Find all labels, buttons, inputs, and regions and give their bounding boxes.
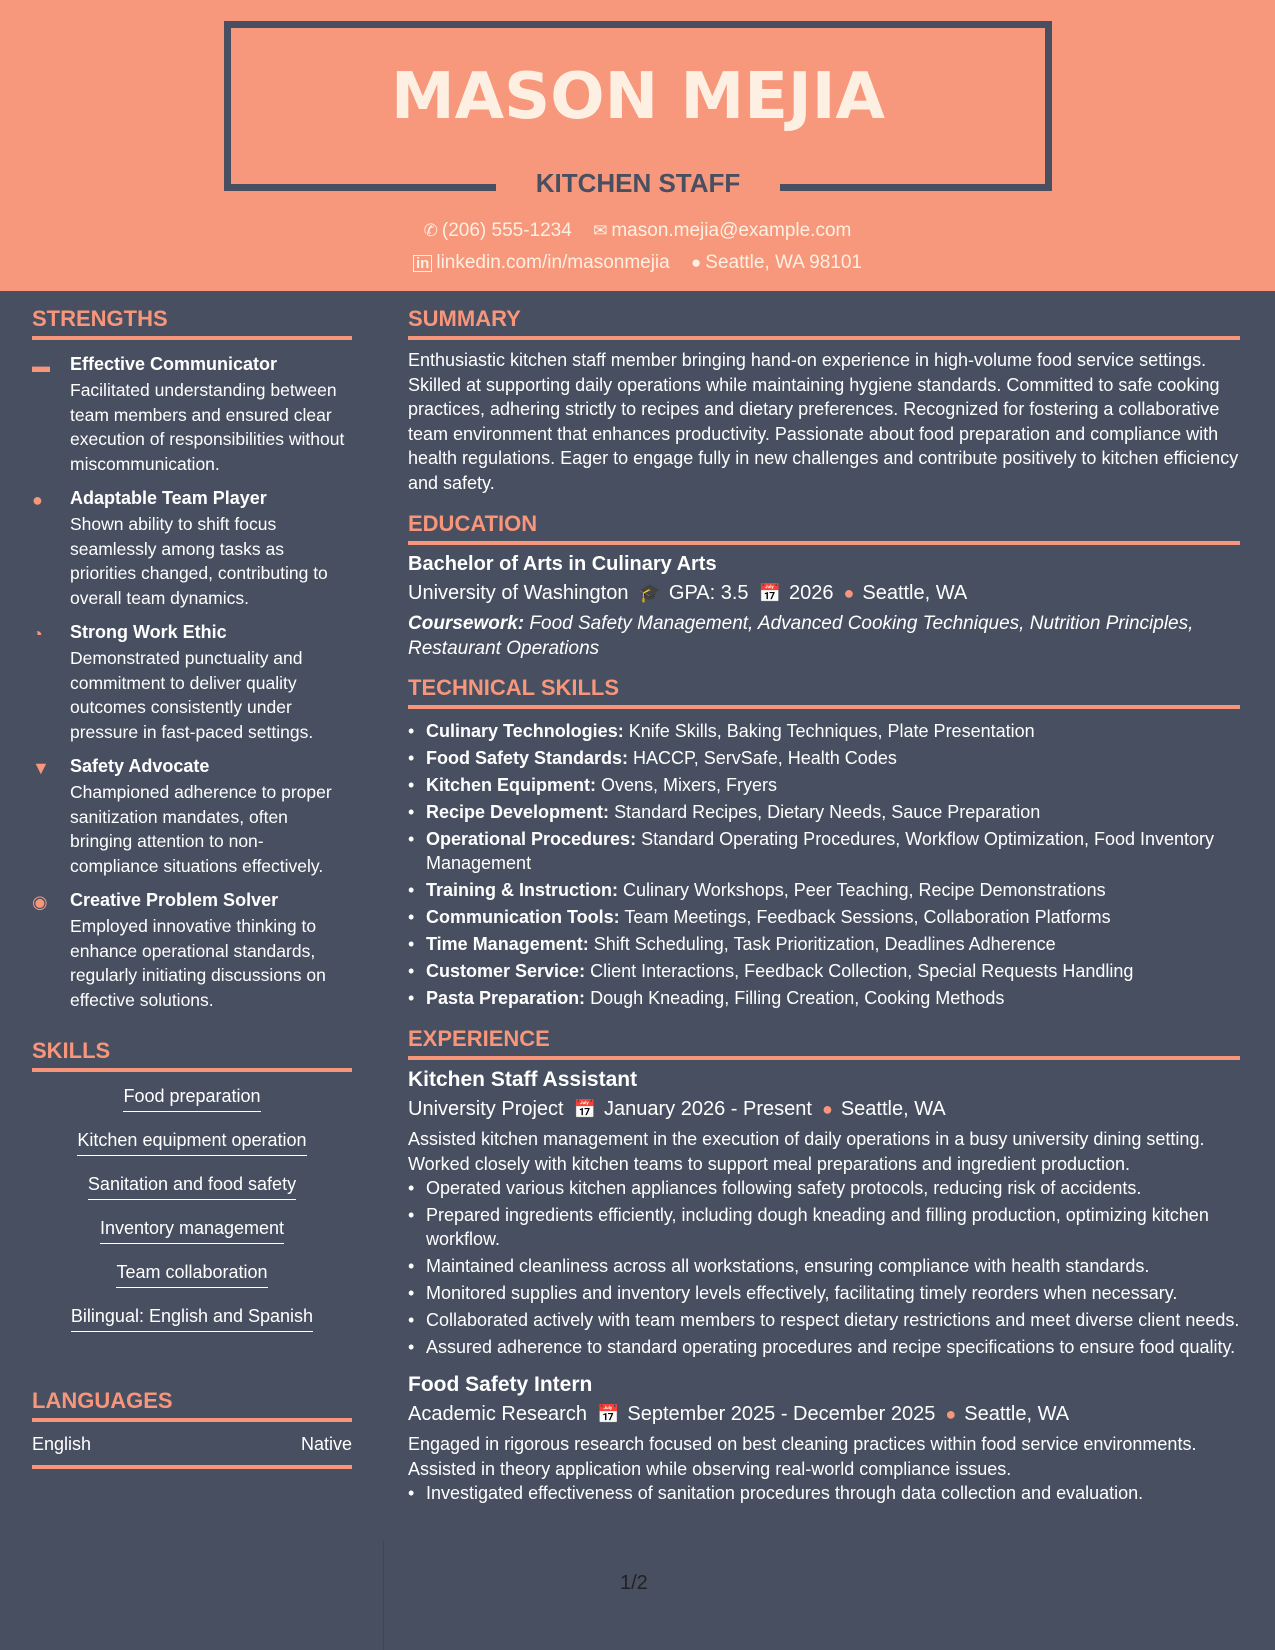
phone-icon: ✆ [423,221,438,240]
technical-skill-item [408,746,1240,770]
technical-skill-label: Customer Service: [426,961,586,981]
email-contact[interactable] [593,220,851,241]
strength-title: Safety Advocate [70,756,210,776]
strength-text [70,488,352,610]
technical-skill-value: Ovens, Mixers, Fryers [601,775,778,795]
degree: Bachelor of Arts in Culinary Arts [408,553,717,575]
email-text: mason.mejia@example.com [611,220,852,241]
technical-skill-item [408,800,1240,824]
strength-title: Strong Work Ethic [70,622,227,642]
skill-tag: Team collaboration [116,1262,267,1288]
resume-header [0,0,1275,291]
job-bullet: • Collaborated actively with team members to respect dietary restrictions and meet diverse client needs. [408,1308,1240,1332]
technical-skill-value: Dough Kneading, Filling Creation, Cooking Methods [590,988,1005,1008]
strength-item [32,890,352,1012]
skills-heading: SKILLS [32,1038,352,1072]
job-entry [408,1068,1240,1359]
skill-tag: Kitchen equipment operation [77,1130,306,1156]
technical-skill-value: Client Interactions, Feedback Collection, Special Requests Handling [590,961,1134,981]
skill-tag: Sanitation and food safety [88,1174,296,1200]
technical-skill-label: Recipe Development: [426,802,610,822]
coursework-label: Coursework: [408,613,525,634]
school-name: University of Washington [408,582,629,604]
languages-heading: LANGUAGES [32,1388,352,1422]
job-entry [408,1373,1240,1505]
skill-row [32,1306,352,1350]
education-location: Seattle, WA [862,582,968,604]
experience-heading: EXPERIENCE [408,1026,1240,1060]
technical-skill-item [408,986,1240,1010]
contact-line-1 [0,220,1275,242]
map-pin-icon: ● [945,1404,957,1424]
strengths-list [32,354,352,1012]
job-title: Food Safety Intern [408,1373,593,1396]
map-pin-icon: ● [821,1099,833,1119]
education-heading: EDUCATION [408,511,1240,545]
lightbulb-icon: ◉ [32,892,48,912]
gpa: GPA: 3.5 [668,582,749,604]
skill-row [32,1262,352,1306]
strength-text [70,756,352,878]
calendar-icon: 📅 [573,1099,597,1119]
education-meta [408,582,1240,605]
technical-skill-label: Training & Instruction: [426,880,618,900]
frame-bottom-left [224,184,496,191]
graduation-cap-icon: 🎓 [638,583,661,603]
linkedin-icon: in [413,255,432,272]
phone-contact[interactable] [424,220,572,241]
job-bullet: • Investigated effectiveness of sanitation procedures through data collection and evaluation. [408,1481,1240,1505]
strength-description: Shown ability to shift focus seamlessly among tasks as priorities changed, contributing to overall team dynamics. [70,514,328,608]
clock-icon: ◔ [32,624,43,644]
language-level: Native [300,1434,352,1454]
job-org: University Project [408,1098,564,1120]
calendar-icon: 📅 [758,583,781,603]
job-bullet: • Prepared ingredients efficiently, including dough kneading and filling production, optimizing kitchen workflow. [408,1203,1240,1251]
job-bullet: • Operated various kitchen appliances following safety protocols, reducing risk of accidents. [408,1176,1240,1200]
page-number: 1/2 [620,1572,648,1594]
job-bullets [408,1176,1240,1359]
phone-text: (206) 555-1234 [441,220,572,241]
map-pin-icon: ● [691,253,702,272]
summary-text: Enthusiastic kitchen staff member bringing hand-on experience in high-volume food service settings. Skilled at supporting daily operations while maintaining hygiene standards. Committed to safe cooking practices, adhering strictly to recipes and dietary preferences. Recognized for fostering a collaborative team environment that enhances productivity. Passionate about food preparation and compliance with health regulations. Eager to engage fully in new challenges and contribute positively to kitchen efficiency and safety. [408,350,1239,493]
job-bullets [408,1481,1240,1505]
strength-title: Adaptable Team Player [70,488,267,508]
location-text: Seattle, WA 98101 [705,252,862,273]
language-name: English [32,1434,92,1454]
technical-skill-item [408,905,1240,929]
languages-list [32,1426,352,1469]
skill-row [32,1218,352,1262]
candidate-name: MASON MEJIA [390,60,886,134]
skill-tag: Inventory management [100,1218,284,1244]
strength-title: Creative Problem Solver [70,890,279,910]
coursework [408,611,1240,661]
skills-list [32,1086,352,1350]
skill-row [32,1130,352,1174]
technical-skill-value: Knife Skills, Baking Techniques, Plate Presentation [628,721,1035,741]
technical-skill-item [408,827,1240,875]
job-title: KITCHEN STAFF [535,168,741,198]
experience-list [408,1068,1240,1505]
technical-skill-label: Operational Procedures: [426,829,637,849]
linkedin-contact[interactable] [413,252,670,273]
contact-line-2 [0,252,1275,274]
left-column [32,306,352,1469]
technical-skill-label: Culinary Technologies: [426,721,624,741]
strength-description: Demonstrated punctuality and commitment to deliver quality outcomes consistently under pressure in fast-paced settings. [70,648,314,742]
graduation-year: 2026 [788,582,834,604]
skill-tag: Food preparation [123,1086,260,1112]
job-dates: September 2025 - December 2025 [627,1403,936,1425]
job-bullet: • Monitored supplies and inventory levels effectively, facilitating timely reorders when necessary. [408,1281,1240,1305]
technical-skill-value: HACCP, ServSafe, Health Codes [633,748,897,768]
technical-skill-value: Standard Operating Procedures, Workflow Optimization, Food Inventory Management [426,829,1215,873]
technical-skill-item [408,932,1240,956]
technical-skills-heading: TECHNICAL SKILLS [408,675,1240,709]
job-meta [408,1098,1240,1121]
job-description: Engaged in rigorous research focused on best cleaning practices within food service environments. Assisted in theory application while observing real-world compliance issues. [408,1434,1197,1479]
chat-bubbles-icon: ▬ [32,356,50,376]
strengths-heading: STRENGTHS [32,306,352,340]
skill-row [32,1086,352,1130]
technical-skill-label: Pasta Preparation: [426,988,586,1008]
job-title: Kitchen Staff Assistant [408,1068,638,1091]
coursework-text: Food Safety Management, Advanced Cooking Techniques, Nutrition Principles, Restaurant Operations [408,613,1194,659]
language-row [32,1426,352,1469]
technical-skills-list [408,719,1240,1010]
technical-skill-item [408,959,1240,983]
technical-skill-label: Communication Tools: [426,907,620,927]
technical-skill-value: Culinary Workshops, Peer Teaching, Recipe Demonstrations [623,880,1106,900]
envelope-icon: ✉ [593,221,608,240]
job-bullet: • Maintained cleanliness across all workstations, ensuring compliance with health standards. [408,1254,1240,1278]
frame-bottom-right [780,184,1052,191]
job-dates: January 2026 - Present [604,1098,812,1120]
job-location: Seattle, WA [964,1403,1070,1425]
technical-skill-value: Shift Scheduling, Task Prioritization, Deadlines Adherence [593,934,1056,954]
skill-row [32,1174,352,1218]
technical-skill-item [408,878,1240,902]
job-location: Seattle, WA [840,1098,946,1120]
job-meta [408,1403,1240,1426]
technical-skill-item [408,773,1240,797]
technical-skill-label: Food Safety Standards: [426,748,629,768]
skill-tag: Bilingual: English and Spanish [71,1306,313,1332]
job-bullet: • Assured adherence to standard operating procedures and recipe specifications to ensure food quality. [408,1335,1240,1359]
linkedin-text: linkedin.com/in/masonmejia [436,252,670,273]
right-column [408,306,1240,1519]
location-contact [691,252,862,273]
calendar-icon: 📅 [596,1404,620,1424]
strength-item [32,488,352,610]
job-org: Academic Research [408,1403,587,1425]
strength-title: Effective Communicator [70,354,278,374]
technical-skill-value: Team Meetings, Feedback Sessions, Collaboration Platforms [624,907,1111,927]
strength-description: Employed innovative thinking to enhance operational standards, regularly initiating discussions on effective solutions. [70,916,326,1010]
strength-text [70,354,352,476]
strength-text [70,890,352,1012]
job-description: Assisted kitchen management in the execution of daily operations in a busy university dining setting. Worked closely with kitchen teams to support meal preparations and ingredient production. [408,1129,1205,1174]
strength-item [32,622,352,744]
technical-skill-label: Time Management: [426,934,589,954]
strength-description: Facilitated understanding between team members and ensured clear execution of responsibilities without miscommunication. [70,380,345,474]
strength-description: Championed adherence to proper sanitization mandates, often bringing attention to non-compliance situations effectively. [70,782,332,876]
column-divider [383,1540,384,1650]
strength-text [70,622,352,744]
users-icon: ● [32,490,43,510]
technical-skill-value: Standard Recipes, Dietary Needs, Sauce Preparation [614,802,1041,822]
summary-heading: SUMMARY [408,306,1240,340]
map-pin-icon: ● [843,583,855,603]
strength-item [32,354,352,476]
shield-icon: ▼ [32,758,50,778]
technical-skill-item [408,719,1240,743]
strength-item [32,756,352,878]
technical-skill-label: Kitchen Equipment: [426,775,596,795]
